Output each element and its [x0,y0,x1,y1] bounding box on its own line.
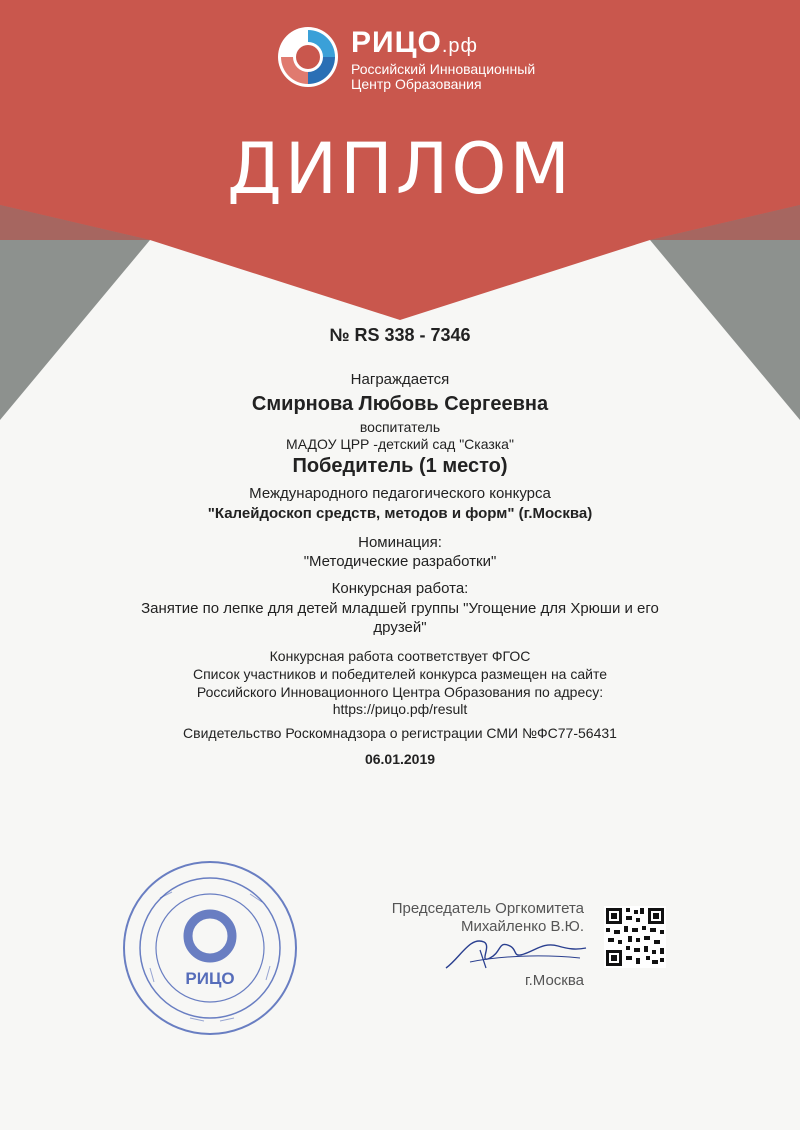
logo-name: РИЦО [351,26,442,59]
logo-subtitle-line1: Российский Инновационный [351,61,536,77]
award-place: Победитель (1 место) [292,455,508,477]
handwritten-signature [440,928,590,978]
contest-type: Международного педагогического конкурса [249,485,551,502]
recipient-name: Смирнова Любовь Сергеевна [251,393,549,415]
city: г.Москва [524,972,584,989]
rico-logo-icon [275,22,345,92]
stamp-center-text: РИЦО [185,969,235,988]
recipient-organization: МАДОУ ЦРР -детский сад "Сказка" [286,436,514,452]
work-title-line1: Занятие по лепке для детей младшей группы "Угощение для Хрюши и его [141,600,659,617]
diploma-number: № RS 338 - 7346 [329,325,471,345]
list-note-line1: Список участников и победителей конкурса размещен на сайте [192,666,607,682]
chair-name: Михайленко В.Ю. [460,918,584,935]
logo-suffix: .рф [441,35,478,57]
media-certificate: Свидетельство Роскомнадзора о регистрации СМИ №ФС77-56431 [183,725,617,741]
qr-code [604,906,666,968]
fgos-note: Конкурсная работа соответствует ФГОС [269,648,531,664]
contest-name: "Калейдоскоп средств, методов и форм" (г.Москва) [207,505,593,522]
nomination-label: Номинация: [358,534,442,551]
diploma-date: 06.01.2019 [364,751,436,767]
work-label: Конкурсная работа: [331,580,469,597]
rico-logo [275,22,575,92]
recipient-position: воспитатель [359,419,441,435]
nomination-value: "Методические разработки" [303,553,497,570]
work-title-line2: друзей" [373,619,427,636]
diploma-title: ДИПЛОМ [227,128,573,210]
organization-stamp [120,858,300,1038]
result-url: https://рицо.рф/result [332,701,468,717]
awarded-label: Награждается [350,371,450,388]
chair-title: Председатель Оргкомитета [391,900,584,917]
logo-subtitle-line2: Центр Образования [351,76,482,92]
list-note-line2: Российского Инновационного Центра Образования по адресу: [196,684,604,700]
